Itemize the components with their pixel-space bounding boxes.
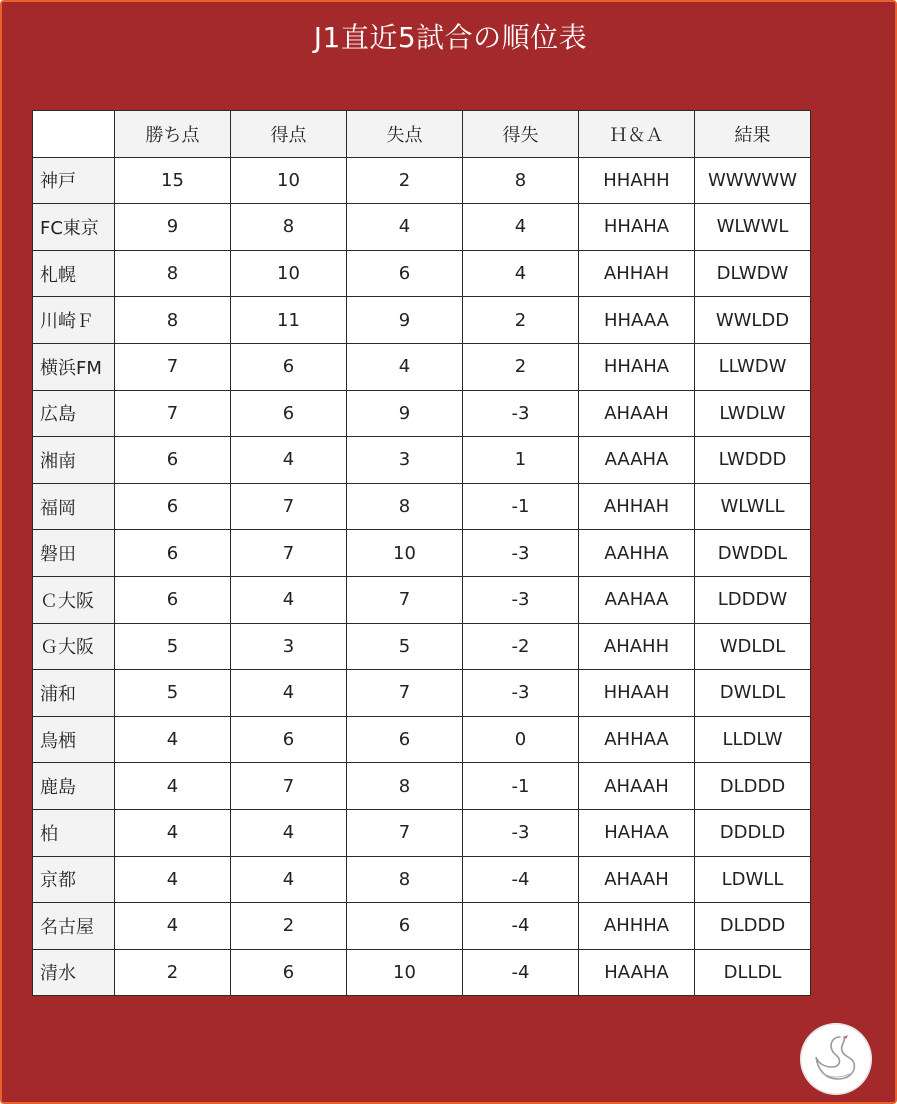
team-cell: 鳥栖 bbox=[33, 716, 115, 763]
team-cell: 札幌 bbox=[33, 250, 115, 297]
goals-against-cell: 7 bbox=[347, 809, 463, 856]
home-away-cell: AAAHA bbox=[579, 437, 695, 484]
table-row bbox=[33, 390, 811, 437]
home-away-cell: AHHAH bbox=[579, 250, 695, 297]
goals-for-cell: 6 bbox=[231, 343, 347, 390]
table-row bbox=[33, 856, 811, 903]
header-goals-against: 失点 bbox=[347, 111, 463, 158]
header-points: 勝ち点 bbox=[115, 111, 231, 158]
standings-body bbox=[33, 157, 811, 996]
home-away-cell: HHAHH bbox=[579, 157, 695, 204]
table-row bbox=[33, 297, 811, 344]
points-cell: 4 bbox=[115, 716, 231, 763]
table-row bbox=[33, 903, 811, 950]
standings-table bbox=[32, 110, 811, 996]
results-cell: DWDDL bbox=[695, 530, 811, 577]
goals-against-cell: 10 bbox=[347, 949, 463, 996]
points-cell: 5 bbox=[115, 670, 231, 717]
points-cell: 6 bbox=[115, 437, 231, 484]
goals-for-cell: 7 bbox=[231, 530, 347, 577]
team-cell: 京都 bbox=[33, 856, 115, 903]
points-cell: 4 bbox=[115, 856, 231, 903]
home-away-cell: AAHAA bbox=[579, 576, 695, 623]
goals-for-cell: 4 bbox=[231, 856, 347, 903]
home-away-cell: AHAAH bbox=[579, 856, 695, 903]
team-cell: 柏 bbox=[33, 809, 115, 856]
goals-for-cell: 4 bbox=[231, 809, 347, 856]
goals-against-cell: 4 bbox=[347, 343, 463, 390]
team-cell: 湘南 bbox=[33, 437, 115, 484]
goals-against-cell: 8 bbox=[347, 763, 463, 810]
goal-difference-cell: -2 bbox=[463, 623, 579, 670]
goal-difference-cell: 0 bbox=[463, 716, 579, 763]
home-away-cell: HHAAH bbox=[579, 670, 695, 717]
team-cell: 磐田 bbox=[33, 530, 115, 577]
goals-against-cell: 6 bbox=[347, 716, 463, 763]
team-cell: 名古屋 bbox=[33, 903, 115, 950]
goal-difference-cell: -4 bbox=[463, 949, 579, 996]
results-cell: LWDDD bbox=[695, 437, 811, 484]
header-row bbox=[33, 111, 811, 158]
table-row bbox=[33, 343, 811, 390]
home-away-cell: AHAHH bbox=[579, 623, 695, 670]
header-goals-for: 得点 bbox=[231, 111, 347, 158]
points-cell: 6 bbox=[115, 483, 231, 530]
results-cell: LLWDW bbox=[695, 343, 811, 390]
home-away-cell: AHHAH bbox=[579, 483, 695, 530]
table-row bbox=[33, 716, 811, 763]
goal-difference-cell: -3 bbox=[463, 809, 579, 856]
goal-difference-cell: -4 bbox=[463, 856, 579, 903]
goal-difference-cell: -3 bbox=[463, 390, 579, 437]
goals-for-cell: 4 bbox=[231, 437, 347, 484]
goals-for-cell: 4 bbox=[231, 576, 347, 623]
team-cell: Ｃ大阪 bbox=[33, 576, 115, 623]
home-away-cell: HAHAA bbox=[579, 809, 695, 856]
goals-against-cell: 3 bbox=[347, 437, 463, 484]
team-cell: 川崎Ｆ bbox=[33, 297, 115, 344]
points-cell: 6 bbox=[115, 576, 231, 623]
table-row bbox=[33, 530, 811, 577]
points-cell: 4 bbox=[115, 809, 231, 856]
goal-difference-cell: 4 bbox=[463, 204, 579, 251]
team-cell: 神戸 bbox=[33, 157, 115, 204]
results-cell: DLWDW bbox=[695, 250, 811, 297]
results-cell: WWWWW bbox=[695, 157, 811, 204]
points-cell: 4 bbox=[115, 903, 231, 950]
goals-for-cell: 10 bbox=[231, 157, 347, 204]
goals-for-cell: 11 bbox=[231, 297, 347, 344]
points-cell: 6 bbox=[115, 530, 231, 577]
results-cell: DWLDL bbox=[695, 670, 811, 717]
home-away-cell: HHAHA bbox=[579, 343, 695, 390]
home-away-cell: AHAAH bbox=[579, 763, 695, 810]
goals-for-cell: 7 bbox=[231, 483, 347, 530]
table-row bbox=[33, 437, 811, 484]
results-cell: WLWWL bbox=[695, 204, 811, 251]
goals-against-cell: 8 bbox=[347, 856, 463, 903]
goals-against-cell: 9 bbox=[347, 297, 463, 344]
goal-difference-cell: 4 bbox=[463, 250, 579, 297]
goals-against-cell: 7 bbox=[347, 670, 463, 717]
goal-difference-cell: -3 bbox=[463, 576, 579, 623]
page-title: J1直近5試合の順位表 bbox=[313, 21, 588, 54]
header-results: 結果 bbox=[695, 111, 811, 158]
points-cell: 2 bbox=[115, 949, 231, 996]
goal-difference-cell: -3 bbox=[463, 530, 579, 577]
table-row bbox=[33, 763, 811, 810]
goals-for-cell: 6 bbox=[231, 390, 347, 437]
goals-against-cell: 10 bbox=[347, 530, 463, 577]
home-away-cell: HHAAA bbox=[579, 297, 695, 344]
home-away-cell: AHHAA bbox=[579, 716, 695, 763]
header-home-away: Ｈ＆Ａ bbox=[579, 111, 695, 158]
goals-against-cell: 6 bbox=[347, 903, 463, 950]
goals-for-cell: 4 bbox=[231, 670, 347, 717]
goals-for-cell: 2 bbox=[231, 903, 347, 950]
goals-against-cell: 5 bbox=[347, 623, 463, 670]
goal-difference-cell: 8 bbox=[463, 157, 579, 204]
goals-for-cell: 10 bbox=[231, 250, 347, 297]
results-cell: LDWLL bbox=[695, 856, 811, 903]
table-row bbox=[33, 250, 811, 297]
goal-difference-cell: 2 bbox=[463, 343, 579, 390]
table-row bbox=[33, 949, 811, 996]
points-cell: 7 bbox=[115, 343, 231, 390]
goals-for-cell: 8 bbox=[231, 204, 347, 251]
table-row bbox=[33, 623, 811, 670]
table-row bbox=[33, 483, 811, 530]
table-row bbox=[33, 157, 811, 204]
table-row bbox=[33, 576, 811, 623]
results-cell: LDDDW bbox=[695, 576, 811, 623]
goal-difference-cell: -1 bbox=[463, 483, 579, 530]
home-away-cell: AHHHA bbox=[579, 903, 695, 950]
results-cell: DLDDD bbox=[695, 903, 811, 950]
team-cell: 横浜FM bbox=[33, 343, 115, 390]
goal-difference-cell: -4 bbox=[463, 903, 579, 950]
points-cell: 4 bbox=[115, 763, 231, 810]
points-cell: 8 bbox=[115, 250, 231, 297]
results-cell: WDLDL bbox=[695, 623, 811, 670]
results-cell: DLLDL bbox=[695, 949, 811, 996]
team-cell: 清水 bbox=[33, 949, 115, 996]
points-cell: 8 bbox=[115, 297, 231, 344]
goals-against-cell: 8 bbox=[347, 483, 463, 530]
header-goal-difference: 得失 bbox=[463, 111, 579, 158]
goals-for-cell: 3 bbox=[231, 623, 347, 670]
goals-against-cell: 9 bbox=[347, 390, 463, 437]
home-away-cell: AAHHA bbox=[579, 530, 695, 577]
home-away-cell: HHAHA bbox=[579, 204, 695, 251]
team-cell: 浦和 bbox=[33, 670, 115, 717]
points-cell: 5 bbox=[115, 623, 231, 670]
goals-against-cell: 4 bbox=[347, 204, 463, 251]
results-cell: WLWLL bbox=[695, 483, 811, 530]
home-away-cell: HAAHA bbox=[579, 949, 695, 996]
table-row bbox=[33, 809, 811, 856]
home-away-cell: AHAAH bbox=[579, 390, 695, 437]
goal-difference-cell: 2 bbox=[463, 297, 579, 344]
points-cell: 7 bbox=[115, 390, 231, 437]
results-cell: WWLDD bbox=[695, 297, 811, 344]
goal-difference-cell: -3 bbox=[463, 670, 579, 717]
header-corner bbox=[33, 111, 115, 158]
team-cell: 広島 bbox=[33, 390, 115, 437]
goals-against-cell: 6 bbox=[347, 250, 463, 297]
swan-logo-icon bbox=[800, 1023, 872, 1095]
goal-difference-cell: 1 bbox=[463, 437, 579, 484]
results-cell: LLDLW bbox=[695, 716, 811, 763]
goals-for-cell: 7 bbox=[231, 763, 347, 810]
results-cell: DLDDD bbox=[695, 763, 811, 810]
table-row bbox=[33, 670, 811, 717]
goals-against-cell: 7 bbox=[347, 576, 463, 623]
goals-against-cell: 2 bbox=[347, 157, 463, 204]
team-cell: 鹿島 bbox=[33, 763, 115, 810]
table-row bbox=[33, 204, 811, 251]
team-cell: FC東京 bbox=[33, 204, 115, 251]
results-cell: DDDLD bbox=[695, 809, 811, 856]
points-cell: 15 bbox=[115, 157, 231, 204]
team-cell: Ｇ大阪 bbox=[33, 623, 115, 670]
goals-for-cell: 6 bbox=[231, 949, 347, 996]
goal-difference-cell: -1 bbox=[463, 763, 579, 810]
goals-for-cell: 6 bbox=[231, 716, 347, 763]
points-cell: 9 bbox=[115, 204, 231, 251]
results-cell: LWDLW bbox=[695, 390, 811, 437]
team-cell: 福岡 bbox=[33, 483, 115, 530]
